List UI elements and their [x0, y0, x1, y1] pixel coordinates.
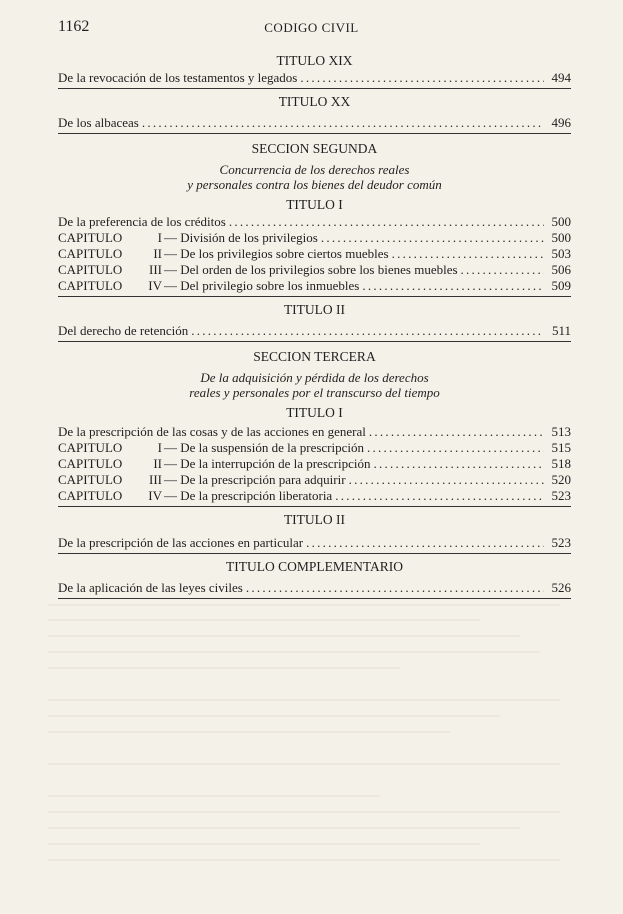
divider — [58, 88, 571, 89]
divider — [58, 133, 571, 134]
section-subtitle: reales y personales por el transcurso del tiempo — [189, 385, 440, 400]
toc-entry: De la prescripción de las cosas y de las acciones en general . . . 513 — [58, 424, 571, 440]
titulo-heading: TITULO XIX — [276, 53, 353, 68]
running-title: CODIGO CIVIL — [264, 20, 359, 35]
titulo-heading: TITULO II — [283, 302, 346, 317]
page-header — [58, 18, 565, 38]
toc-entry: De la preferencia de los créditos . . . 500 — [58, 214, 571, 230]
toc-entry: CAPITULO III — Del orden de los privilegios sobre los bienes muebles . . . 506 — [58, 262, 571, 278]
titulo-heading: TITULO COMPLEMENTARIO — [225, 559, 404, 574]
divider — [58, 506, 571, 507]
toc-entry: De la prescripción de las acciones en particular . . . 523 — [58, 535, 571, 551]
titulo-heading: TITULO I — [286, 405, 343, 420]
section-heading: SECCION SEGUNDA — [251, 141, 378, 156]
toc-entry: De los albaceas . . . 496 — [58, 115, 571, 131]
section-heading: SECCION TERCERA — [253, 349, 376, 364]
toc-entry: CAPITULO I — División de los privilegios . . . 500 — [58, 230, 571, 246]
divider — [58, 553, 571, 554]
toc-entry: CAPITULO I — De la suspensión de la prescripción . . . 515 — [58, 440, 571, 456]
titulo-heading: TITULO XX — [278, 94, 351, 109]
toc-entry: De la aplicación de las leyes civiles . . . 526 — [58, 580, 571, 596]
divider — [58, 341, 571, 342]
toc-entry: Del derecho de retención . . . 511 — [58, 323, 571, 339]
page-number: 1162 — [58, 18, 90, 35]
titulo-heading: TITULO I — [286, 197, 343, 212]
section-subtitle: Concurrencia de los derechos reales — [219, 162, 410, 177]
toc-entry: CAPITULO IV — De la prescripción liberatoria . . . 523 — [58, 488, 571, 504]
toc-entry: CAPITULO III — De la prescripción para adquirir . . . 520 — [58, 472, 571, 488]
toc-entry: CAPITULO II — De la interrupción de la prescripción . . . 518 — [58, 456, 571, 472]
titulo-heading: TITULO II — [283, 512, 346, 527]
divider — [58, 598, 571, 599]
toc-entry: CAPITULO II — De los privilegios sobre ciertos muebles . . . 503 — [58, 246, 571, 262]
section-subtitle: De la adquisición y pérdida de los derechos — [200, 370, 429, 385]
toc-entry: CAPITULO IV — Del privilegio sobre los inmuebles . . . 509 — [58, 278, 571, 294]
table-of-contents — [58, 52, 571, 599]
section-subtitle: y personales contra los bienes del deudor común — [187, 177, 442, 192]
divider — [58, 296, 571, 297]
toc-entry: De la revocación de los testamentos y legados . . . 494 — [58, 70, 571, 86]
